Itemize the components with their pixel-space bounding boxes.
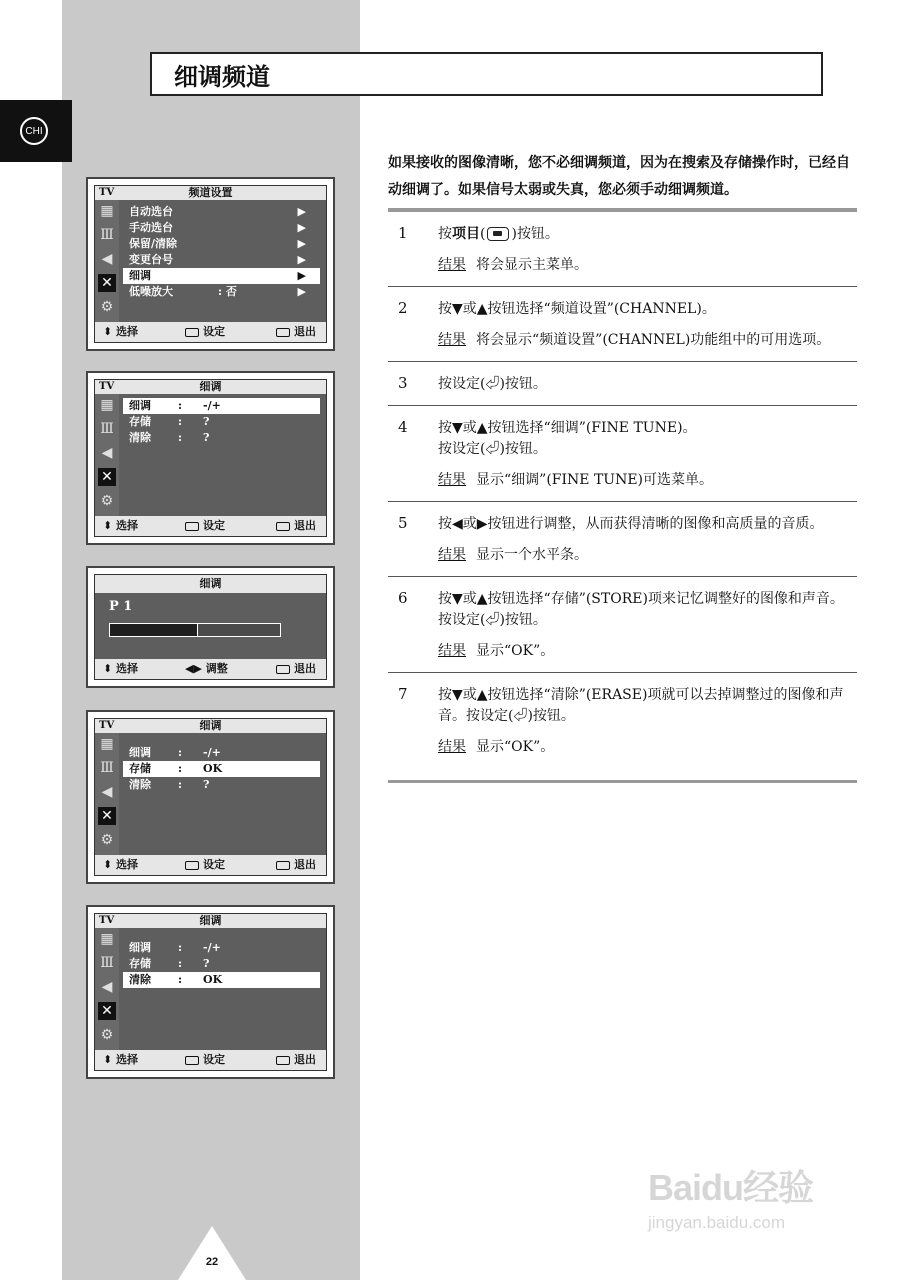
- bar-area: [95, 593, 326, 659]
- menu-item[interactable]: 存储 : ?: [129, 415, 210, 428]
- step-text: 按▼或▲按钮选择“细调”(FINE TUNE)。: [438, 420, 697, 436]
- sound-bars-icon: Ⅲ: [100, 955, 114, 971]
- menu-item[interactable]: 清除 : ?: [129, 431, 210, 444]
- screen-title: 细调: [95, 719, 326, 733]
- screen-fine-tune-bar: [86, 566, 335, 688]
- fine-tune-bar-fill: [110, 624, 198, 636]
- speaker-icon: ◀: [101, 784, 113, 800]
- tv-label: TV: [99, 381, 115, 392]
- menu: [123, 940, 320, 988]
- menu-key-icon: [487, 227, 509, 241]
- result-label: 结果: [438, 643, 466, 659]
- setup-icon: ⚙: [100, 832, 114, 848]
- menu-key-icon: [276, 665, 290, 674]
- step-result: 显示“OK”。: [476, 739, 555, 755]
- result-label: 结果: [438, 472, 466, 488]
- antenna-icon: ✕: [98, 274, 116, 292]
- menu-item[interactable]: 存储 : ?: [129, 957, 210, 970]
- result-label: 结果: [438, 257, 466, 273]
- menu-item-selected[interactable]: 细调 ▶: [123, 268, 320, 284]
- step-text: 按▼或▲按钮选择“清除”(ERASE)项就可以去掉调整过的图像和声音。按设定(⏎)按钮。: [438, 687, 844, 724]
- menu-item[interactable]: 自动选台 ▶: [129, 205, 306, 218]
- menu-item[interactable]: 细调 : -/+: [129, 941, 221, 954]
- step-1: [388, 212, 857, 287]
- antenna-icon: ✕: [98, 468, 116, 486]
- menu: [123, 204, 320, 300]
- fine-tune-bar[interactable]: [109, 623, 281, 637]
- menu-item-selected[interactable]: 清除 : OK: [123, 972, 320, 988]
- setup-icon: ⚙: [100, 1027, 114, 1043]
- screen-footer: ⬍ 选择 设定 退出: [95, 322, 326, 342]
- speaker-icon: ◀: [101, 979, 113, 995]
- enter-key-icon: [185, 1056, 199, 1065]
- speaker-icon: ◀: [101, 445, 113, 461]
- sound-bars-icon: Ⅲ: [100, 227, 114, 243]
- step-number: 2: [398, 299, 408, 317]
- menu-key-icon: [276, 522, 290, 531]
- menu-item[interactable]: 保留/清除 ▶: [129, 237, 306, 250]
- menu-item-selected[interactable]: 细调 : -/+: [123, 398, 320, 414]
- picture-icon: ▦: [100, 736, 114, 752]
- menu: [123, 398, 320, 446]
- tv-label: TV: [99, 915, 115, 926]
- enter-key-icon: [185, 861, 199, 870]
- step-result: 将会显示“频道设置”(CHANNEL)功能组中的可用选项。: [476, 332, 831, 348]
- picture-icon: ▦: [100, 203, 114, 219]
- setup-icon: ⚙: [100, 493, 114, 509]
- step-3: [388, 362, 857, 406]
- screen-title: 细调: [95, 380, 326, 394]
- step-number: 7: [398, 685, 408, 703]
- step-number: 3: [398, 374, 408, 392]
- result-label: 结果: [438, 332, 466, 348]
- bottom-rule: [388, 780, 857, 783]
- intro-paragraph: 如果接收的图像清晰，您不必细调频道，因为在搜索及存储操作时，已经自动细调了。如果信号太弱或失真，您必须手动细调频道。: [388, 155, 850, 198]
- page-number-triangle: [178, 1226, 246, 1280]
- menu-item[interactable]: 变更台号 ▶: [129, 253, 306, 266]
- language-badge: CHI: [20, 117, 48, 145]
- screen-title: 细调: [95, 914, 326, 928]
- menu-item[interactable]: 细调 : -/+: [129, 746, 221, 759]
- page-number: 22: [205, 1256, 219, 1268]
- screen-fine-tune-3: [86, 905, 335, 1079]
- antenna-icon: ✕: [98, 807, 116, 825]
- menu-item[interactable]: 清除 : ?: [129, 778, 210, 791]
- step-result: 显示“OK”。: [476, 643, 555, 659]
- tv-label: TV: [99, 720, 115, 731]
- tv-label: TV: [99, 187, 115, 198]
- step-5: [388, 502, 857, 577]
- picture-icon: ▦: [100, 397, 114, 413]
- watermark-url: jingyan.baidu.com: [648, 1213, 786, 1232]
- icon-column: [95, 394, 119, 516]
- result-label: 结果: [438, 739, 466, 755]
- setup-icon: ⚙: [100, 299, 114, 315]
- screen-channel-menu: [86, 177, 335, 351]
- sound-bars-icon: Ⅲ: [100, 760, 114, 776]
- screen-footer: ⬍ 选择 设定 退出: [95, 516, 326, 536]
- menu-item[interactable]: 手动选台 ▶: [129, 221, 306, 234]
- step-number: 5: [398, 514, 408, 532]
- screen-footer: ⬍ 选择 ◀▶ 调整 退出: [95, 659, 326, 679]
- picture-icon: ▦: [100, 931, 114, 947]
- steps-list: [388, 212, 857, 768]
- enter-key-icon: [185, 328, 199, 337]
- menu-key-icon: [276, 861, 290, 870]
- screen-title: 频道设置: [95, 186, 326, 200]
- step-text: 按项目( )按钮。: [438, 226, 559, 242]
- step-6: [388, 577, 857, 673]
- icon-column: [95, 733, 119, 855]
- enter-key-icon: [185, 522, 199, 531]
- language-tab: [0, 100, 72, 162]
- menu-key-icon: [276, 1056, 290, 1065]
- step-number: 1: [398, 224, 408, 242]
- result-label: 结果: [438, 547, 466, 563]
- screen-footer: ⬍ 选择 设定 退出: [95, 855, 326, 875]
- antenna-icon: ✕: [98, 1002, 116, 1020]
- speaker-icon: ◀: [101, 251, 113, 267]
- screen-title: 细调: [95, 575, 326, 593]
- menu-item-selected[interactable]: 存储 : OK: [123, 761, 320, 777]
- screen-fine-tune-2: [86, 710, 335, 884]
- step-text: 按设定(⏎)按钮。: [438, 376, 547, 392]
- screen-footer: ⬍ 选择 设定 退出: [95, 1050, 326, 1070]
- step-number: 6: [398, 589, 408, 607]
- step-result: 将会显示主菜单。: [476, 257, 588, 273]
- page-title: 细调频道: [150, 52, 823, 96]
- menu: [123, 745, 320, 793]
- menu-key-icon: [276, 328, 290, 337]
- menu-item[interactable]: 低噪放大 : 否 ▶: [129, 285, 306, 298]
- watermark: [648, 1160, 868, 1250]
- watermark-logo: Baidu经验: [648, 1167, 814, 1208]
- sound-bars-icon: Ⅲ: [100, 421, 114, 437]
- step-text: 按▼或▲按钮选择“频道设置”(CHANNEL)。: [438, 301, 716, 317]
- step-2: [388, 287, 857, 362]
- step-number: 4: [398, 418, 408, 436]
- icon-column: [95, 928, 119, 1050]
- step-text: 按▼或▲按钮选择“存储”(STORE)项来记忆调整好的图像和声音。按设定(⏎)按钮。: [438, 591, 844, 628]
- step-4: [388, 406, 857, 502]
- step-text: 按◀或▶按钮进行调整，从而获得清晰的图像和高质量的音质。: [438, 516, 824, 532]
- step-text-2: 按设定(⏎)按钮。: [438, 441, 547, 457]
- program-number: P 1: [109, 599, 133, 614]
- step-result: 显示“细调”(FINE TUNE)可选菜单。: [476, 472, 714, 488]
- screen-fine-tune-1: [86, 371, 335, 545]
- step-7: [388, 673, 857, 768]
- step-result: 显示一个水平条。: [476, 547, 588, 563]
- icon-column: [95, 200, 119, 322]
